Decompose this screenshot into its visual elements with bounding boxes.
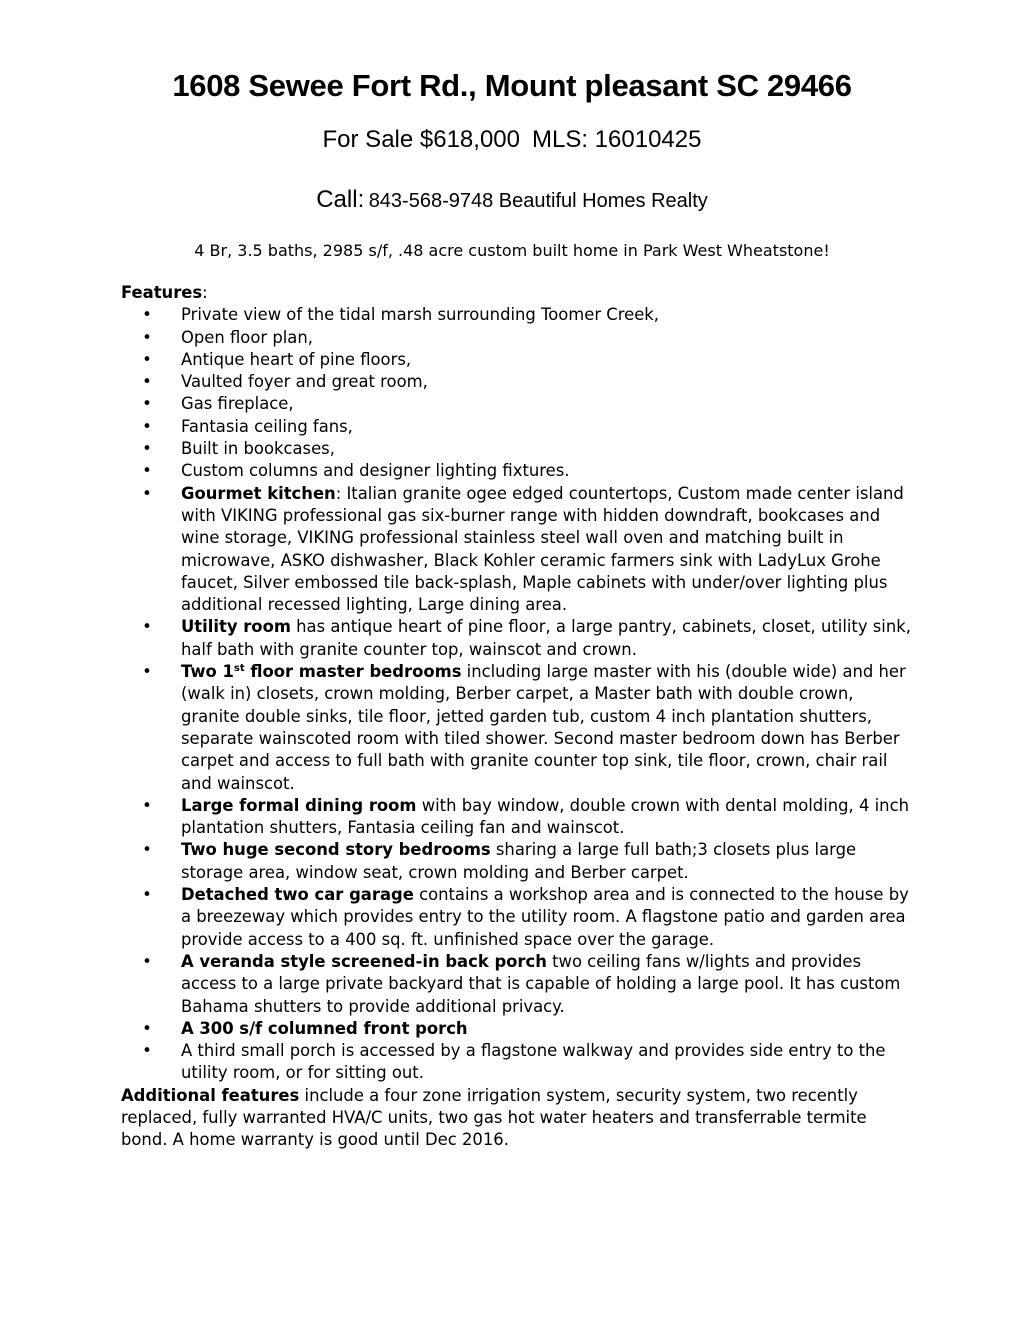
feature-text: Antique heart of pine floors, [181, 349, 412, 369]
feature-item-utility-room [121, 616, 911, 661]
feature-bold: Utility room [181, 617, 291, 637]
feature-item [121, 416, 911, 438]
feature-text: Private view of the tidal marsh surrounding Toomer Creek, [181, 305, 659, 325]
bullet-icon: • [142, 349, 152, 369]
feature-item [121, 327, 911, 349]
bullet-icon: • [142, 885, 152, 905]
feature-text: Vaulted foyer and great room, [181, 372, 428, 392]
feature-item-side-porch [121, 1040, 911, 1085]
feature-bold [181, 662, 461, 681]
feature-text: Open floor plan, [181, 327, 313, 347]
feature-text: has antique heart of pine floor, a large pantry, cabinets, closet, utility sink, half bath with granite counter top, wainscot and crown. [181, 617, 911, 659]
feature-item [121, 304, 911, 326]
call-label: Call: [316, 186, 365, 213]
bullet-icon: • [142, 483, 152, 503]
feature-item-gourmet-kitchen [121, 483, 911, 617]
feature-text: Custom columns and designer lighting fixtures. [181, 461, 570, 481]
feature-bold: A 300 s/f columned front porch [181, 1018, 468, 1038]
feature-item-front-porch [121, 1018, 911, 1040]
ordinal-superscript: st [233, 663, 245, 675]
features-heading-colon: : [202, 283, 208, 302]
additional-features-text: include a four zone irrigation system, security system, two recently replaced, fully warranted HVA/C units, two gas hot water heaters and transferrable termite bond. A home warranty is good until Dec 2016. [121, 1085, 867, 1150]
contact-line [0, 184, 1024, 219]
features-section [121, 282, 911, 1152]
features-heading [121, 282, 911, 304]
feature-text: : Italian granite ogee edged countertops, Custom made center island with VIKING professional gas six-burner range with hidden downdraft, bookcases and wine storage, VIKING professional stainless steel wall oven and matching built in microwave, ASKO dishwasher, Black Kohler ceramic farmers sink with LadyLux Grohe faucet, Silver embossed tile back-splash, Maple cabinets with under/over lighting plus additional recessed lighting, Large dining area. [181, 483, 904, 615]
feature-text: Built in bookcases, [181, 439, 335, 459]
bullet-icon: • [142, 327, 152, 347]
bullet-icon: • [142, 305, 152, 325]
additional-features-paragraph [121, 1085, 911, 1152]
bullet-icon: • [142, 951, 152, 971]
feature-item-back-porch [121, 951, 911, 1018]
bullet-icon: • [142, 372, 152, 392]
bullet-icon: • [142, 416, 152, 436]
feature-item-master-bedrooms [121, 661, 911, 795]
feature-text: contains a workshop area and is connected to the house by a breezeway which provides entry to the utility room. A flagstone patio and garden area provide access to a 400 sq. ft. unfinished space over the garage. [181, 885, 909, 949]
feature-item [121, 393, 911, 415]
bullet-icon: • [142, 1018, 152, 1038]
feature-bold-pre: Two 1 [181, 662, 234, 682]
phone-and-realty: 843-568-9748 Beautiful Homes Realty [368, 190, 708, 212]
feature-item [121, 438, 911, 460]
sale-price: For Sale $618,000 [322, 126, 520, 153]
bullet-icon: • [142, 1041, 152, 1061]
features-list [121, 304, 911, 1084]
bullet-icon: • [142, 461, 152, 481]
feature-text: A third small porch is accessed by a flagstone walkway and provides side entry to the utility room, or for sitting out. [181, 1041, 886, 1083]
feature-text: including large master with his (double wide) and her (walk in) closets, crown molding, Berber carpet, a Master bath with double crown, granite double sinks, tile floor, jetted garden tub, custom 4 inch plantation shutters, separate wainscoted room with tiled shower. Second master bedroom down has Berber carpet and access to full bath with granite counter top sink, tile floor, crown, chair rail and wainscot. [181, 662, 906, 793]
feature-item-garage [121, 884, 911, 951]
feature-text: two ceiling fans w/lights and provides access to a large private backyard that is capable of holding a large pool. It has custom Bahama shutters to provide additional privacy. [181, 951, 901, 1016]
feature-text: with bay window, double crown with dental molding, 4 inch plantation shutters, Fantasia ceiling fan and wainscot. [181, 795, 909, 838]
feature-bold: Detached two car garage [181, 885, 414, 905]
feature-bold: Two huge second story bedrooms [181, 840, 491, 860]
bullet-icon: • [142, 795, 152, 815]
property-address-title: 1608 Sewee Fort Rd., Mount pleasant SC 29466 [172, 68, 852, 103]
features-heading-label: Features [121, 283, 203, 302]
feature-text: Fantasia ceiling fans, [181, 416, 353, 436]
mls-number: MLS: 16010425 [532, 126, 702, 153]
bullet-icon: • [142, 617, 152, 637]
feature-bold: Gourmet kitchen [181, 483, 336, 503]
feature-text: sharing a large full bath;3 closets plus large storage area, window seat, crown molding and Berber carpet. [181, 840, 857, 882]
bullet-icon: • [142, 394, 152, 414]
property-summary: 4 Br, 3.5 baths, 2985 s/f, .48 acre custom built home in Park West Wheatstone! [194, 241, 830, 260]
sale-price-line [0, 124, 1024, 156]
feature-text: Gas fireplace, [181, 394, 294, 414]
additional-features-label: Additional features [121, 1085, 300, 1105]
feature-bold: A veranda style screened-in back porch [181, 951, 547, 971]
feature-bold-post: floor master bedrooms [244, 662, 462, 682]
feature-item [121, 371, 911, 393]
bullet-icon: • [142, 840, 152, 860]
feature-item [121, 460, 911, 482]
feature-item-second-story-bedrooms [121, 839, 911, 884]
bullet-icon: • [142, 662, 152, 682]
bullet-icon: • [142, 439, 152, 459]
feature-item-dining-room [121, 795, 911, 840]
feature-bold: Large formal dining room [181, 795, 417, 815]
feature-item [121, 349, 911, 371]
